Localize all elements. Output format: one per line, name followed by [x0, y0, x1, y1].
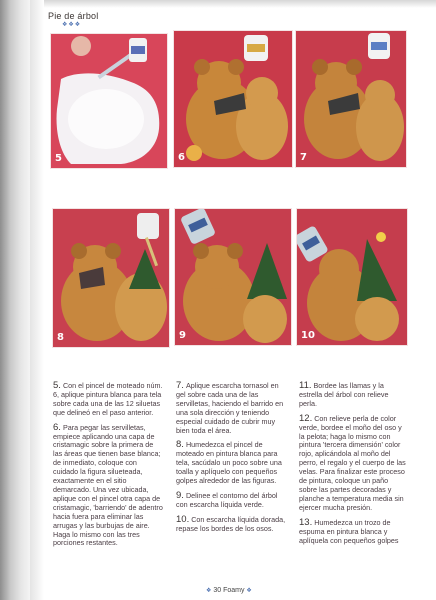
photo-step-7	[295, 30, 407, 168]
step-8-paragraph	[176, 441, 288, 486]
step-8-number: 8.	[176, 439, 184, 451]
step-11-number: 11.	[299, 380, 312, 391]
step-number: 9	[179, 330, 186, 341]
step-11-paragraph	[299, 382, 407, 409]
step-number: 10	[301, 330, 315, 341]
step-6-paragraph	[53, 421, 164, 549]
page-title: Pie de árbol	[48, 11, 99, 21]
photo-step-9	[174, 208, 292, 346]
step-9-number: 9.	[176, 489, 184, 501]
step-13-number: 13.	[299, 516, 313, 528]
footer-ornament-left: ❖	[206, 588, 212, 594]
step-12-paragraph	[299, 412, 407, 513]
step-number: 6	[178, 152, 185, 163]
page-footer	[206, 587, 252, 594]
step-11-text: Bordee las llamas y la estrella del árbol con relieve perla.	[299, 381, 389, 408]
photo-step-6-image	[174, 31, 292, 167]
step-5-paragraph	[53, 382, 164, 418]
step-7-paragraph	[176, 382, 288, 435]
page-shade	[30, 0, 44, 600]
page-edge-top	[0, 0, 436, 8]
title-ornament: ❖❖❖	[62, 22, 82, 28]
step-12-text: Con relieve perla de color verde, bordee el moño del oso y la pelota; haga lo mismo con pintura 'tercera dimensión' color rojo, aplicándola al moño del perro, el regalo y el cuerpo de las velas. Para finalizar este proceso de pintura, coloque un paño sobre las partes decoradas y planche a temperatura media sin ejercer mucha presión.	[299, 413, 406, 512]
photo-step-10	[296, 208, 408, 346]
step-7-number: 7.	[176, 380, 184, 391]
photo-step-5	[50, 33, 168, 169]
photo-step-10-image	[297, 209, 407, 345]
step-number: 5	[55, 153, 62, 164]
step-13-paragraph	[299, 516, 407, 546]
footer-ornament-right: ❖	[246, 588, 252, 594]
instructions-column-3	[299, 382, 407, 551]
step-8-text: Humedezca el pincel de moteado en pintura blanca para tela, sacúdalo un poco sobre una toalla y aplíquelo con pequeños golpes alrededor de las figuras.	[176, 440, 282, 486]
photo-step-8-image	[53, 209, 169, 347]
step-9-paragraph	[176, 489, 288, 510]
step-10-number: 10.	[176, 513, 190, 525]
step-5-text: Con el pincel de moteado núm. 6, aplique pintura blanca para tela sobre cada una de las 12 siluetas que delineó en el paso anterior.	[53, 381, 163, 417]
step-6-text: Para pegar las servilletas, empiece aplicando una capa de cristamagic sobre la primera de las áreas que tienen base blanca; de inmediato, coloque con cuidado la figura silueteada, exactamente en el sitio demarcado. Una vez ubicada, aplique con el pincel otra capa de cristamagic, 'barriendo' de adentro hacia fuera para eliminar las arrugas y las burbujas de aire. Haga lo mismo con las tres porciones restantes.	[53, 422, 163, 548]
step-12-number: 12.	[299, 412, 313, 424]
step-13-text: Humedezca un trozo de espuma en pintura blanca y aplíquela con pequeños golpes	[299, 517, 399, 545]
photo-step-9-image	[175, 209, 291, 345]
step-10-paragraph	[176, 513, 288, 534]
photo-step-8	[52, 208, 170, 348]
photo-step-5-image	[51, 34, 167, 168]
page-number: 30 Foamy	[213, 587, 245, 594]
photo-step-7-image	[296, 31, 406, 167]
step-6-number: 6.	[53, 421, 61, 433]
step-number: 7	[300, 152, 307, 163]
instructions-column-2	[176, 382, 288, 540]
step-7-text: Aplique escarcha tornasol en gel sobre cada una de las servilletas, haciendo el barrido en una sola dirección y teniendo especial cuidado de cubrir muy bien toda el área.	[176, 381, 284, 435]
step-number: 8	[57, 332, 64, 343]
photo-step-6	[173, 30, 293, 168]
step-9-text: Delinee el contorno del árbol con escarcha líquida verde.	[176, 490, 278, 509]
page-edge-left	[0, 0, 30, 600]
instructions-column-1	[53, 382, 164, 554]
step-5-number: 5.	[53, 380, 61, 391]
step-10-text: Con escarcha líquida dorada, repase los bordes de los osos.	[176, 514, 286, 533]
